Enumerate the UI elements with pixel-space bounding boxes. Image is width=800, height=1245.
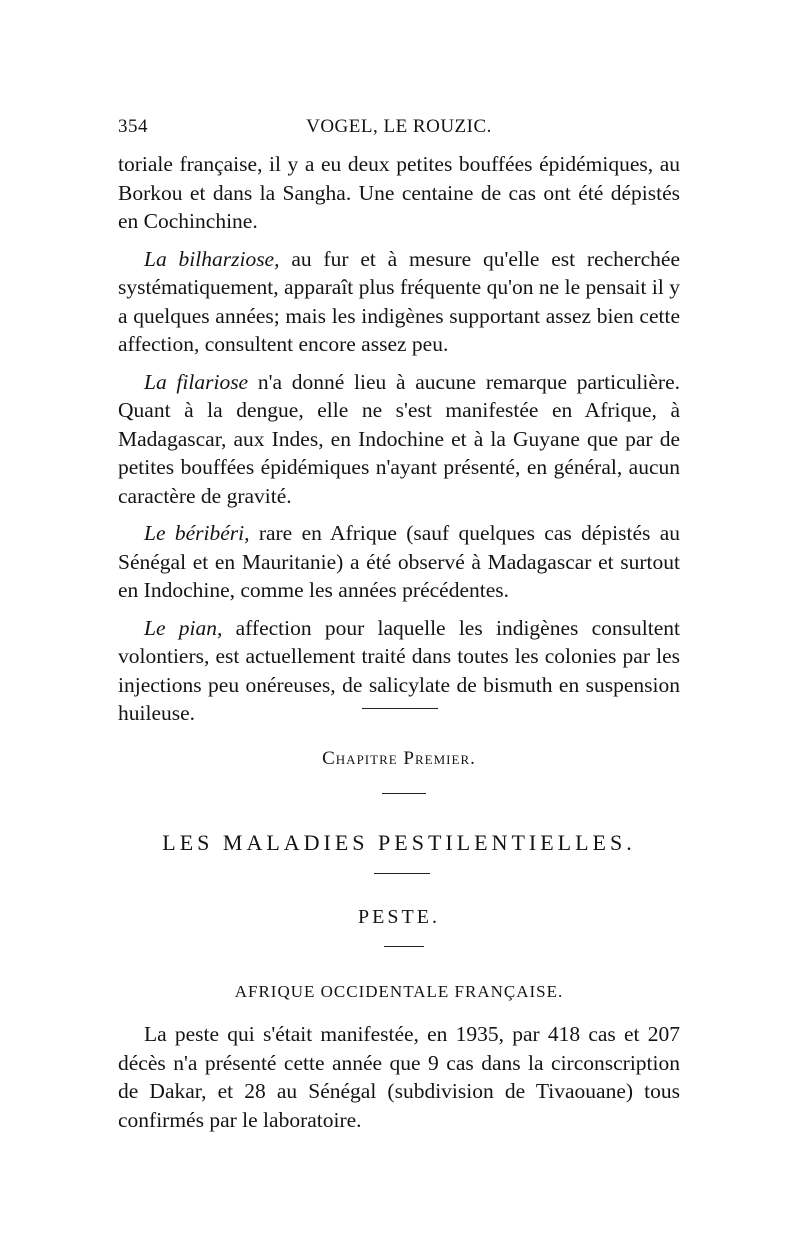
page-number: 354	[118, 116, 148, 137]
paragraph-text: au fur et à mesure qu'elle est recherchée systématiquement, apparaît plus fréquente qu'on ne le pensait il y a quelques années; mais les indigènes supportant assez bien cette affection, consultent encore assez peu.	[118, 246, 680, 356]
divider-rule	[362, 708, 438, 709]
chapter-label: Chapitre Premier.	[322, 748, 476, 769]
paragraph-lead: Le béribéri,	[144, 521, 250, 545]
paragraph-bilharziose	[118, 245, 680, 359]
paragraph-lead: Le pian,	[144, 615, 223, 640]
section-title: LES MALADIES PESTILENTIELLES.	[162, 830, 636, 855]
region-title: AFRIQUE OCCIDENTALE FRANÇAISE.	[234, 982, 564, 1001]
paragraph-filariose	[118, 368, 680, 511]
divider-rule	[374, 873, 430, 874]
subsection-title: PESTE.	[358, 906, 440, 928]
final-text	[118, 1020, 680, 1134]
paragraph-text: toriale française, il y a eu deux petites bouffées épidémiques, au Borkou et dans la Sangha. Une centaine de cas ont été dépistés en Cochinchine.	[118, 152, 680, 233]
paragraph-continuation	[118, 150, 680, 236]
divider-rule	[382, 793, 426, 794]
body-text	[118, 150, 680, 737]
paragraph-text: rare en Afrique (sauf quelques cas dépistés au Sénégal et en Mauritanie) a été observé à Madagascar et surtout en Indochine, comme les années précédentes.	[118, 521, 680, 602]
paragraph-text: affection pour laquelle les indigènes consultent volontiers, est actuellement traité dans toutes les colonies par les injections peu onéreuses, de salicylate de bismuth en suspension huileuse.	[118, 615, 680, 725]
paragraph-peste: La peste qui s'était manifestée, en 1935, par 418 cas et 207 décès n'a présenté cette année que 9 cas dans la circonscription de Dakar, et 28 au Sénégal (subdivision de Tivaouane) tous confirmés par le laboratoire.	[118, 1022, 680, 1132]
paragraph-text: n'a donné lieu à aucune remarque particulière. Quant à la dengue, elle ne s'est manifestée en Afrique, à Madagascar, aux Indes, en Indochine et à la Guyane que par de petites bouffées épidémiques n'ayant présenté, en général, aucun caractère de gravité.	[118, 369, 680, 508]
paragraph-lead: La filariose	[144, 369, 249, 394]
divider-rule	[384, 946, 424, 947]
running-head: VOGEL, LE ROUZIC.	[306, 116, 492, 137]
paragraph-beriberi	[118, 519, 680, 605]
page-header	[118, 116, 680, 146]
paragraph-pian	[118, 614, 680, 728]
paragraph-lead: La bilharziose,	[144, 246, 280, 271]
